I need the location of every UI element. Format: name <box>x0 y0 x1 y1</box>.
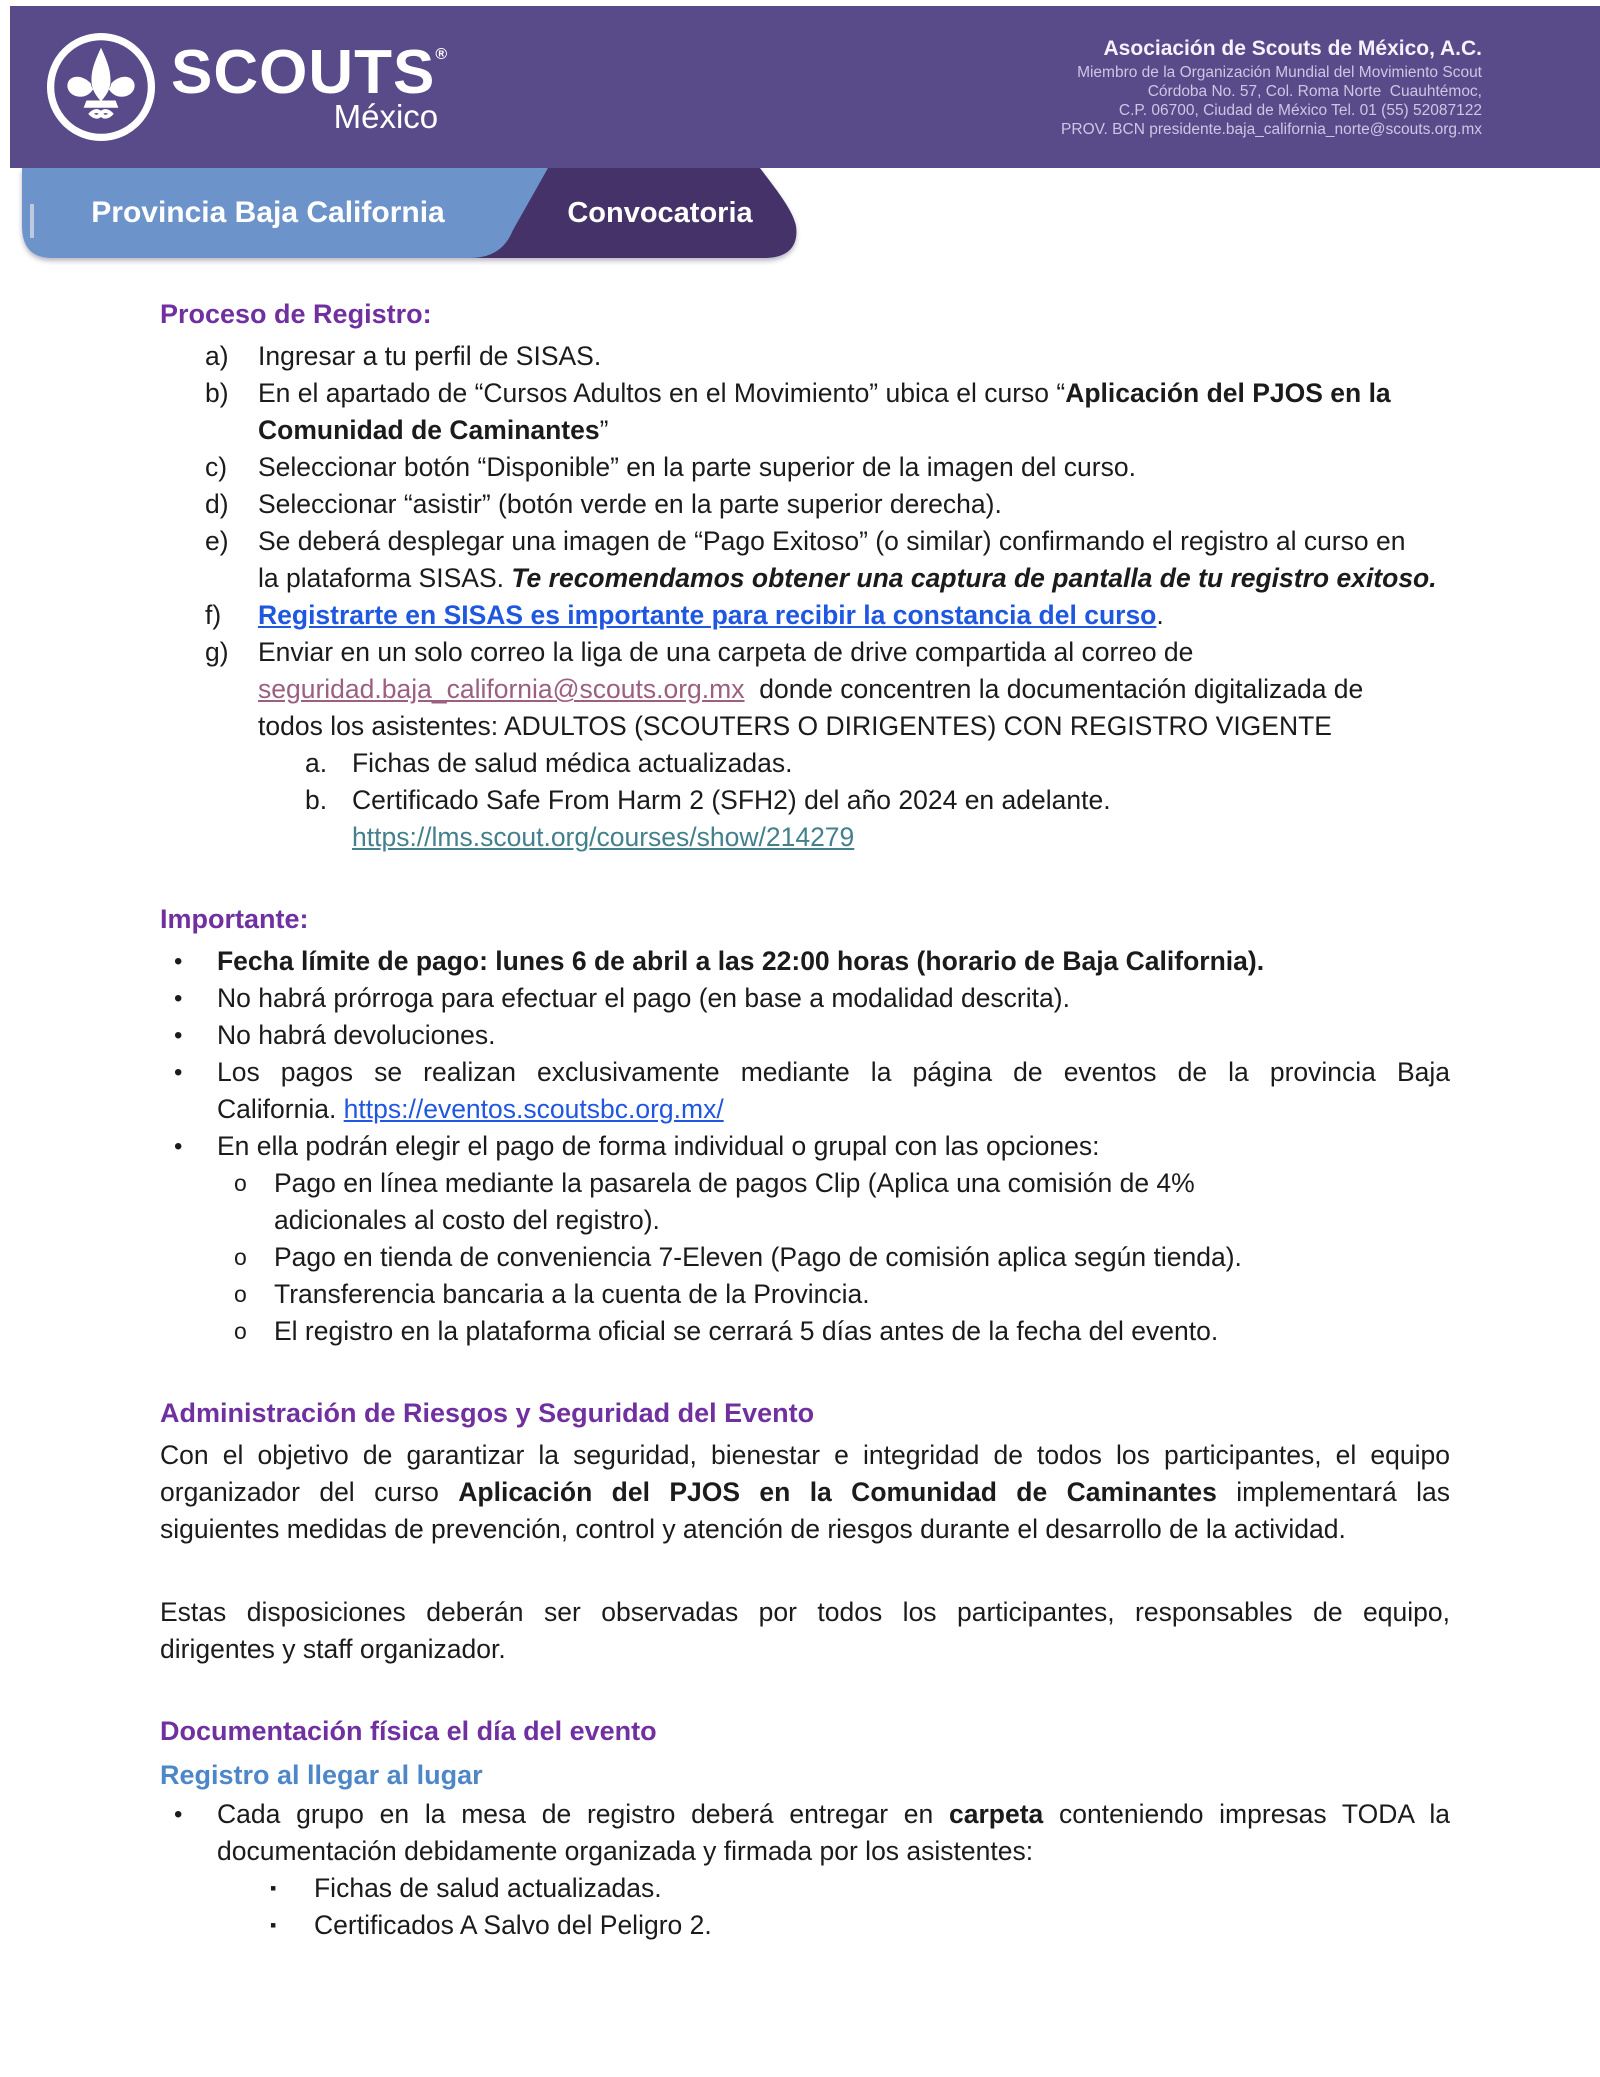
text-segment: donde concentren la documentación digitalizada de <box>744 674 1364 704</box>
text-segment: Los pagos se realizan exclusivamente mediante la página de eventos de la provincia Baja <box>217 1057 1450 1087</box>
list-item <box>160 1313 1450 1350</box>
list-marker: • <box>174 1022 183 1049</box>
text-segment: la plataforma SISAS. <box>258 563 512 593</box>
list-item <box>160 943 1450 980</box>
text-segment: implementará las <box>1216 1477 1451 1507</box>
list-item <box>160 980 1450 1017</box>
list-marker: e) <box>205 526 229 556</box>
text-segment: Pago en tienda de conveniencia 7-Eleven (Pago de comisión aplica según tienda). <box>274 1242 1242 1272</box>
list-item <box>160 449 1450 486</box>
org-city-phone-line: C.P. 06700, Ciudad de México Tel. 01 (55) 52087122 <box>1118 102 1482 119</box>
text-segment: Seleccionar botón “Disponible” en la parte superior de la imagen del curso. <box>258 452 1136 482</box>
org-membership-line: Miembro de la Organización Mundial del Movimiento Scout <box>1077 64 1482 81</box>
text-segment: Aplicación del PJOS en la Comunidad de Caminantes <box>458 1477 1217 1507</box>
list-marker: o <box>234 1170 247 1196</box>
text-segment: siguientes medidas de prevención, control y atención de riesgos durante el desarrollo de la actividad. <box>160 1514 1346 1544</box>
text-segment: todos los asistentes: ADULTOS (SCOUTERS O DIRIGENTES) CON REGISTRO VIGENTE <box>258 711 1332 741</box>
list-item <box>160 597 1450 634</box>
list-item <box>160 1796 1450 1870</box>
brand-name: SCOUTS <box>171 37 436 107</box>
text-segment: Enviar en un solo correo la liga de una carpeta de drive compartida al correo de <box>258 637 1194 667</box>
text-segment: Ingresar a tu perfil de SISAS. <box>258 341 602 371</box>
list-marker: o <box>234 1318 247 1344</box>
text-segment: dirigentes y staff organizador. <box>160 1634 506 1664</box>
text-segment: No habrá prórroga para efectuar el pago (en base a modalidad descrita). <box>217 983 1070 1013</box>
list-marker: • <box>174 985 183 1012</box>
ribbon-tick <box>30 204 34 238</box>
text-segment: organizador del curso <box>160 1477 459 1507</box>
list-item <box>160 1907 1450 1944</box>
list-item <box>160 1239 1450 1276</box>
list-item <box>160 634 1450 745</box>
list-marker: • <box>174 1059 183 1086</box>
org-street-line: Córdoba No. 57, Col. Roma Norte Cuauhtémoc, <box>1147 83 1482 100</box>
list-marker: ▪ <box>270 1878 277 1898</box>
list-item <box>160 338 1450 375</box>
text-segment: Fecha límite de pago: lunes 6 de abril a las 22:00 horas (horario de Baja California). <box>217 946 1265 976</box>
list-marker: ▪ <box>270 1915 277 1935</box>
text-segment: carpeta <box>949 1799 1044 1829</box>
banner-ribbons <box>0 168 1600 260</box>
brand-country: México <box>333 97 439 135</box>
text-segment: Certificados A Salvo del Peligro 2. <box>314 1910 712 1940</box>
scouts-mexico-logo <box>45 31 448 143</box>
list-item <box>160 745 1450 782</box>
section-heading: Importante: <box>160 904 309 934</box>
sfh-course-link[interactable]: https://lms.scout.org/courses/show/214279 <box>352 822 855 852</box>
events-payment-link[interactable]: https://eventos.scoutsbc.org.mx/ <box>343 1094 724 1124</box>
text-segment: Certificado Safe From Harm 2 (SFH2) del año 2024 en adelante. <box>352 785 1111 815</box>
list-marker: a) <box>205 341 229 371</box>
org-name: Asociación de Scouts de México, A.C. <box>1103 37 1482 60</box>
org-province-email-line: PROV. BCN presidente.baja_california_norte@scouts.org.mx <box>1061 121 1482 138</box>
text-segment: Transferencia bancaria a la cuenta de la Provincia. <box>274 1279 870 1309</box>
list-marker: o <box>234 1244 247 1270</box>
registered-mark: ® <box>435 45 449 63</box>
text-segment: Comunidad de Caminantes <box>258 415 600 445</box>
list-marker: a. <box>305 748 328 778</box>
text-segment: En el apartado de “Cursos Adultos en el Movimiento” ubica el curso “ <box>258 378 1066 408</box>
section-heading: Administración de Riesgos y Seguridad del Evento <box>160 1398 815 1428</box>
list-marker: • <box>174 1133 183 1160</box>
text-segment: El registro en la plataforma oficial se cerrará 5 días antes de la fecha del evento. <box>274 1316 1219 1346</box>
paragraph <box>160 1437 1450 1548</box>
section-heading: Proceso de Registro: <box>160 299 432 329</box>
list-item <box>160 375 1450 449</box>
brand-wordmark <box>171 37 449 135</box>
list-marker: b. <box>305 785 328 815</box>
list-item <box>160 1017 1450 1054</box>
list-marker: d) <box>205 489 229 519</box>
list-item <box>160 1870 1450 1907</box>
text-segment: Cada grupo en la mesa de registro deberá entregar en <box>217 1799 949 1829</box>
list-marker: o <box>234 1281 247 1307</box>
list-marker: g) <box>205 637 229 667</box>
paragraph <box>160 1594 1450 1668</box>
list-item <box>160 1165 1450 1239</box>
list-marker: f) <box>205 600 222 630</box>
text-segment: Se deberá desplegar una imagen de “Pago Exitoso” (o similar) confirmando el registro al curso en <box>258 526 1406 556</box>
section-heading: Documentación física el día del evento <box>160 1716 657 1746</box>
list-item <box>160 486 1450 523</box>
text-segment: . <box>1156 600 1164 630</box>
page <box>0 6 1600 2077</box>
sisas-registration-link[interactable]: Registrarte en SISAS es importante para recibir la constancia del curso <box>258 600 1157 630</box>
document-body <box>160 296 1450 1944</box>
text-segment: conteniendo impresas TODA la <box>1043 1799 1450 1829</box>
list-marker: b) <box>205 378 229 408</box>
text-segment: Con el objetivo de garantizar la seguridad, bienestar e integridad de todos los participantes, el equipo <box>160 1440 1450 1470</box>
text-segment: Pago en línea mediante la pasarela de pagos Clip (Aplica una comisión de 4% <box>274 1168 1195 1198</box>
text-segment: adicionales al costo del registro). <box>274 1205 660 1235</box>
text-segment: Fichas de salud médica actualizadas. <box>352 748 793 778</box>
text-segment: No habrá devoluciones. <box>217 1020 496 1050</box>
letterhead <box>10 6 1600 168</box>
text-segment: Estas disposiciones deberán ser observadas por todos los participantes, responsables de equipo, <box>160 1597 1450 1627</box>
list-item <box>160 782 1450 856</box>
list-item <box>160 1276 1450 1313</box>
text-segment: documentación debidamente organizada y firmada por los asistentes: <box>217 1836 1034 1866</box>
list-marker: c) <box>205 452 228 482</box>
text-segment: California. <box>217 1094 344 1124</box>
security-email-link[interactable]: seguridad.baja_california@scouts.org.mx <box>258 674 745 704</box>
org-address-block <box>1061 35 1482 139</box>
convocatoria-ribbon-label: Convocatoria <box>567 196 753 229</box>
fleur-de-lis-icon <box>45 31 157 143</box>
text-segment: ” <box>599 415 609 445</box>
province-ribbon-label: Provincia Baja California <box>91 196 445 229</box>
text-segment: Fichas de salud actualizadas. <box>314 1873 662 1903</box>
text-segment: Seleccionar “asistir” (botón verde en la parte superior derecha). <box>258 489 1002 519</box>
list-marker: • <box>174 948 183 975</box>
list-marker: • <box>174 1801 183 1828</box>
text-segment: En ella podrán elegir el pago de forma individual o grupal con las opciones: <box>217 1131 1100 1161</box>
text-segment: Te recomendamos obtener una captura de pantalla de tu registro exitoso. <box>511 563 1437 593</box>
list-item <box>160 1128 1450 1165</box>
list-item <box>160 523 1450 597</box>
list-item <box>160 1054 1450 1128</box>
text-segment: Aplicación del PJOS en la <box>1065 378 1391 408</box>
section-subheading: Registro al llegar al lugar <box>160 1760 483 1790</box>
